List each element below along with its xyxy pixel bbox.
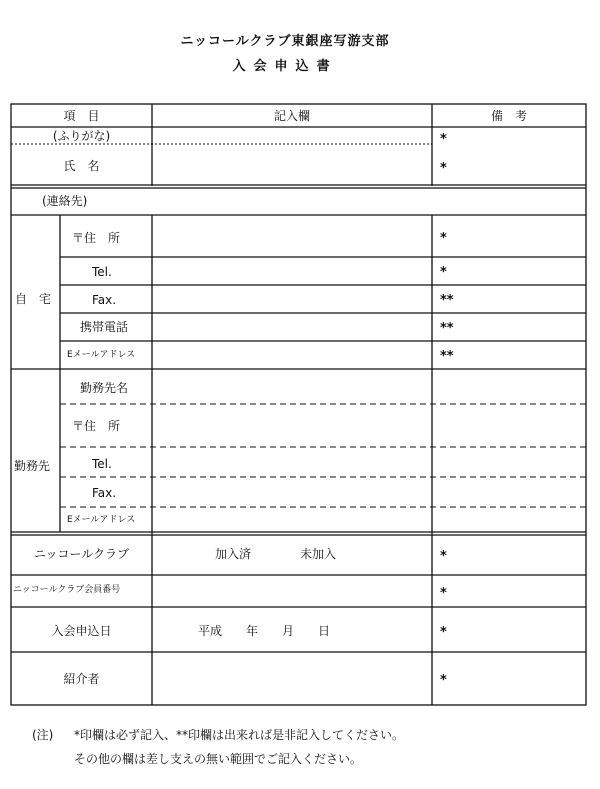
label-work-email: Eメールアドレス	[67, 515, 136, 525]
option-club-joined: 加入済	[215, 547, 252, 561]
label-home-email: Eメールアドレス	[67, 350, 136, 360]
column-header-entry: 記入欄	[273, 109, 310, 123]
organization-name: ニッコールクラブ東銀座写游支部	[180, 34, 390, 49]
mark-required-club-number: *	[440, 586, 447, 601]
label-contact: (連絡先)	[42, 194, 88, 208]
label-home-address: 〒住 所	[72, 231, 121, 245]
column-header-item: 項 目	[63, 109, 100, 123]
label-name: 氏 名	[63, 159, 100, 173]
label-work: 勤務先	[14, 459, 51, 473]
apply-date-value: 平成 年 月 日	[198, 624, 331, 638]
mark-required-club: *	[440, 549, 447, 564]
label-home-mobile: 携帯電話	[80, 320, 129, 334]
column-header-remarks: 備 考	[490, 109, 527, 123]
option-club-not-joined: 未加入	[300, 547, 337, 561]
mark-required-home-tel: *	[440, 265, 447, 280]
mark-required-home-address: *	[440, 231, 447, 246]
mark-required-apply-date: *	[440, 625, 447, 640]
label-apply-date: 入会申込日	[51, 624, 112, 638]
notes-label: (注)	[32, 728, 54, 742]
label-home: 自 宅	[15, 292, 52, 306]
notes-line-1: *印欄は必ず記入、**印欄は出来れば是非記入してください。	[74, 728, 405, 742]
label-club: ニッコールクラブ	[33, 547, 130, 561]
label-work-fax: Fax.	[92, 486, 117, 500]
mark-required-referrer: *	[440, 673, 447, 688]
label-work-tel: Tel.	[92, 457, 112, 471]
label-home-tel: Tel.	[92, 265, 112, 279]
mark-required-name: *	[440, 161, 447, 176]
notes-line-2: その他の欄は差し支えの無い範囲でご記入ください。	[74, 752, 363, 766]
label-club-number: ニッコールクラブ会員番号	[13, 585, 121, 595]
label-referrer: 紹介者	[63, 672, 100, 686]
mark-required-furigana: *	[440, 132, 447, 147]
mark-preferred-home-fax: **	[440, 293, 454, 308]
label-furigana: (ふりがな)	[52, 129, 111, 143]
label-home-fax: Fax.	[92, 293, 117, 307]
label-work-name: 勤務先名	[80, 381, 129, 395]
label-work-address: 〒住 所	[72, 419, 121, 433]
mark-preferred-home-email: **	[440, 349, 454, 364]
document-title: 入会申込書	[232, 59, 338, 74]
mark-preferred-home-mobile: **	[440, 321, 454, 336]
